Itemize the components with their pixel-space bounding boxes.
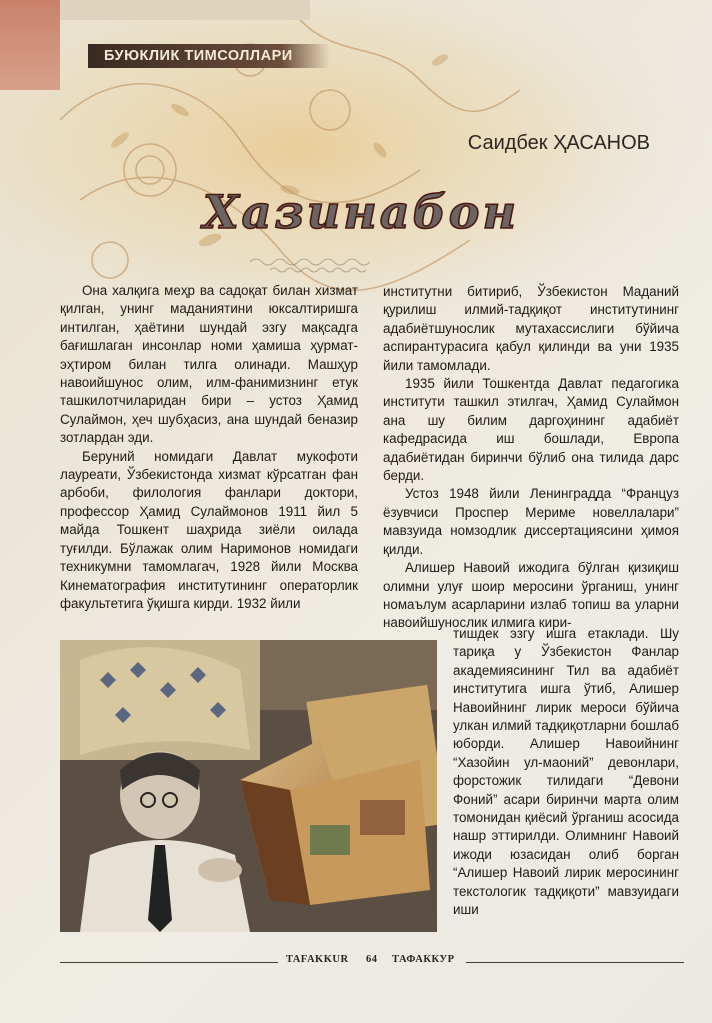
footer-magazine-cyrillic: ТАФАККУР xyxy=(392,954,455,965)
paragraph: тишдек эзгу ишга етаклади. Шу тариқа у Ўзбекистон Фанлар академиясининг Тил ва адабиёт институтига ишга ўтиб, Алишер Навоийнинг лирик мероси бўйича улкан илмий тадқиқотларни бошлаб юборди. Алишер Навоийнинг “Хазойин ул-маоний” девонлари, форстожик тилидаги “Девони Фоний” асари биринчи марта олим томонидан қиёсий ўрганиш асосида нашр эттирилди. Олимнинг Навоий ижоди юзасидан олиб борган “Алишер Навоий лирик меросининг текстологик тадқиқоти” мавзуидаги иши xyxy=(453,626,679,918)
paragraph: институтни битириб, Ўзбекистон Маданий қурилиш илмий-тадқиқот институтининг адабиётшунослик мутахассислиги бўйича аспирантурасига қабул қилинди ва уни 1935 йили тамомлади. xyxy=(383,284,679,373)
paragraph: Беруний номидаги Давлат мукофоти лауреати, Ўзбекистонда хизмат кўрсатган фан арбоби, филология фанлари доктори, профессор Ҳамид Сулаймонов 1911 йил 5 майда Тошкент шаҳрида зиёли оилада туғилди. Бўлажак олим Наримонов номидаги техникумни тамомлагач, 1928 йили Москва Кинематография институтининг операторлик факультетига ўқишга кирди. 1932 йили xyxy=(60,448,358,611)
article-column-right-narrow xyxy=(453,625,679,920)
paragraph: Она халқига меҳр ва садоқат билан хизмат қилган, унинг маданиятини юксалтиришга интилган, ҳаётини шундай эзгу мақсадга бағишлаган инсонлар номи ҳамиша ҳурмат-эҳтиром билан тилга олинади. Машҳур навоийшунос олим, илм-фанимизнинг етук ташкилотчиларидан бири – устоз Ҳамид Сулаймон, ҳеч шубҳасиз, ана шундай беназир зотлардан эди. xyxy=(60,283,358,446)
article-column-left xyxy=(60,282,358,613)
footer-magazine-latin: TAFAKKUR xyxy=(286,954,349,965)
page-number: 64 xyxy=(366,954,378,965)
paragraph: Алишер Навоий ижодига бўлган қизиқиш олимни улуғ шоир меросини ўрганиш, унинг номаълум асарларини излаб топиш ва уларни навоийшунослик илмига кири- xyxy=(383,560,679,631)
article-title-logo xyxy=(196,178,526,248)
author-name: Саидбек ҲАСАНОВ xyxy=(467,132,650,154)
section-tab-strip xyxy=(0,0,60,90)
paragraph: Устоз 1948 йили Ленинградда “Француз ёзувчиси Проспер Мериме новеллалари” мавзуида номзодлик диссертациясини ҳимоя қилди. xyxy=(383,486,679,557)
section-tab-top xyxy=(60,0,310,20)
footer-rule-left xyxy=(60,962,278,963)
footer-rule-right xyxy=(466,962,684,963)
article-photo xyxy=(60,640,437,932)
article-column-right xyxy=(383,283,679,633)
section-label: БУЮКЛИК ТИМСОЛЛАРИ xyxy=(88,44,330,68)
article-title-text: Хазинабон xyxy=(202,185,520,239)
paragraph: 1935 йили Тошкентда Давлат педагогика институти ташкил этилгач, Ҳамид Сулаймон ана шу билим даргоҳининг адабиёт кафедрасида иш бошлади, Европа адабиётидан биринчи бўлиб она тилида дарс берди. xyxy=(383,376,679,484)
